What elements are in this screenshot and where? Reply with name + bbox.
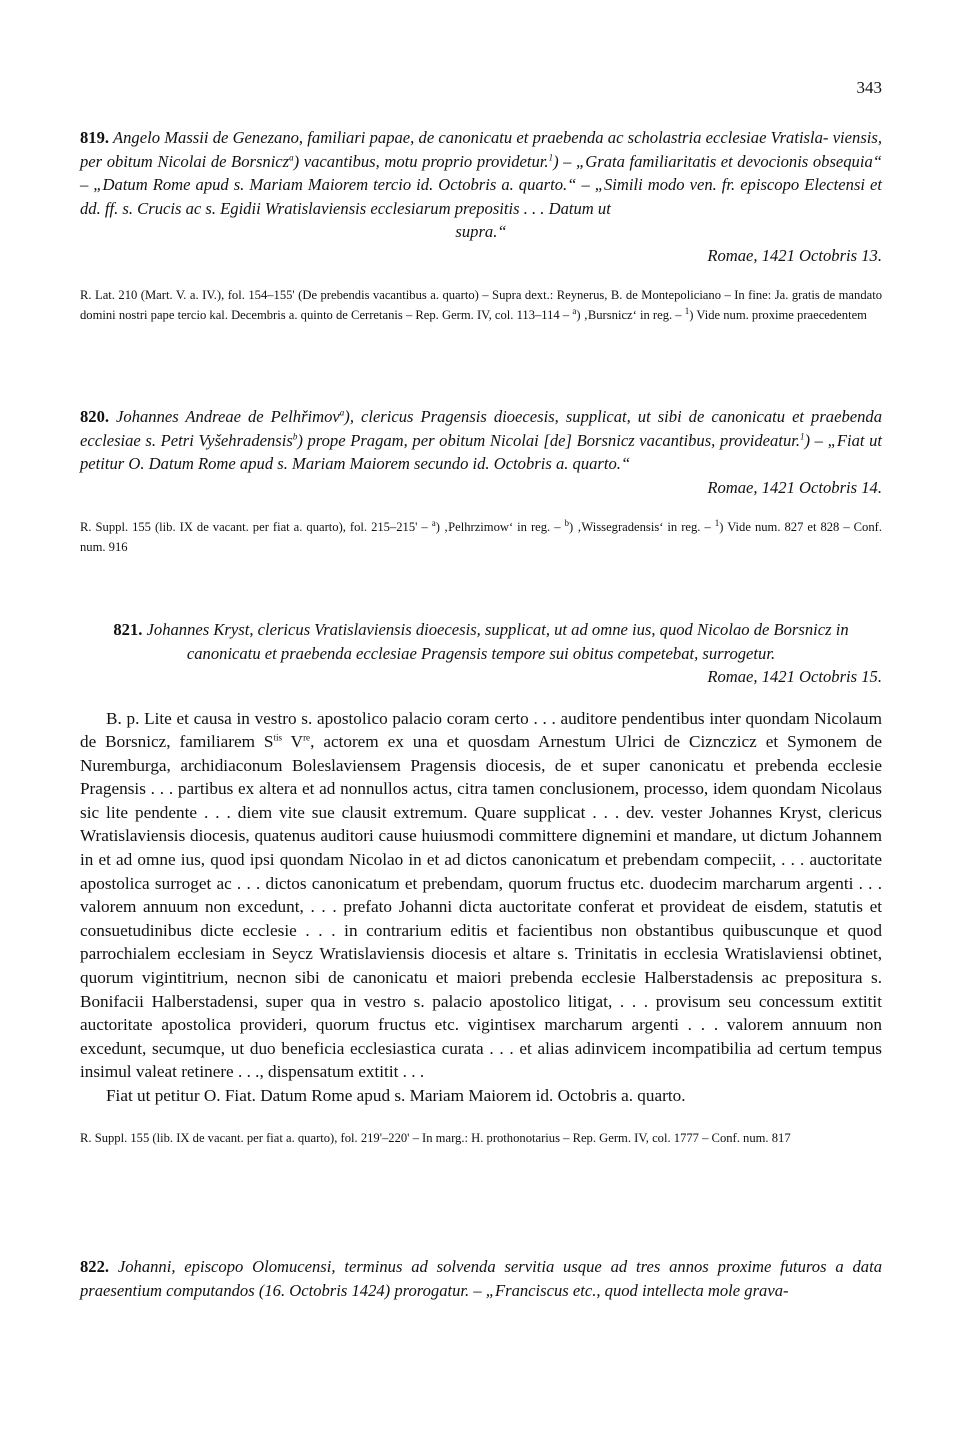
- entry-closing: Fiat ut petitur O. Fiat. Datum Rome apud s. Mariam Maiorem id. Octobris a. quarto.: [106, 1086, 686, 1105]
- entry-note: R. Lat. 210 (Mart. V. a. IV.), fol. 154–155' (De prebendis vacantibus a. quarto) – Supra dext.: Reynerus, B. de Montepoliciano – In fine: Ja. gratis de mandato domini nostri pape tercio kal. Decembris a. quinto de Cerretanis – Rep. Germ. IV, col. 113–114 – $^a$) ‚Bursnicz‘ in reg. – $^1$) Vide num. proxime praecedentem: [80, 288, 882, 322]
- footnote-marker: 1: [548, 151, 554, 162]
- entry-821: [80, 618, 882, 1148]
- footnote-marker: a: [289, 151, 294, 162]
- entry-heading: 821. Johannes Kryst, clericus Vratislaviensis dioecesis, supplicat, ut ad omne ius, quod Nicolao de Borsnicz in canonicatu et praebenda ecclesiae Pragensis tempore sui obitus competebat, surrogetur.: [113, 620, 849, 663]
- entry-note: R. Suppl. 155 (lib. IX de vacant. per fiat a. quarto), fol. 215–215' – $^a$) ‚Pelhrzimow‘ in reg. – $^b$) ‚Wissegradensis‘ in reg. – $^1$) Vide num. 827 et 828 – Conf. num. 916: [80, 517, 882, 554]
- entry-date: Romae, 1421 Octobris 13.: [707, 245, 882, 265]
- entry-heading: 820. Johannes Andreae de Pelhřimov$^a$), clericus Pragensis dioecesis, supplicat, ut sibi de canonicatu et praebenda ecclesiae s. Petri Vyšehradensis$^b$) prope Pragam, per obitum Nicolai [de] Borsnicz vacantibus, provideatur.$^1$) – „Fiat ut petitur O. Datum Rome apud s. Mariam Maiorem secundo id. Octobris a. quarto.“: [80, 407, 883, 473]
- document-page: [80, 0, 882, 1447]
- entry-820: [80, 405, 882, 557]
- entry-822: [80, 1255, 882, 1302]
- entry-819: [80, 126, 882, 325]
- entry-number: 821.: [113, 620, 143, 639]
- entry-note: R. Suppl. 155 (lib. IX de vacant. per fiat a. quarto), fol. 219'–220' – In marg.: H. prothonotarius – Rep. Germ. IV, col. 1777 – Conf. num. 817: [80, 1130, 791, 1145]
- entry-number: 822.: [80, 1257, 110, 1276]
- entry-heading-end: supra.“: [455, 222, 507, 241]
- entry-number: 819.: [80, 128, 110, 147]
- page-number: 343: [856, 78, 882, 97]
- entry-heading: 819. Angelo Massii de Genezano, familiari papae, de canonicatu et praebenda ac scholastria ecclesiae Vratisla- viensis, per obitum Nicolai de Borsnicz$^a$) vacantibus, motu proprio providetur.$^1$) – „Grata familiaritatis et devocionis obsequia“ – „Datum Rome apud s. Mariam Maiorem tercio id. Octobris a. quarto.“ – „Simili modo ven. fr. episcopo Electensi et dd. ff. s. Crucis ac s. Egidii Wratislaviensis ecclesiarum prepositis . . . Datum ut: [80, 128, 882, 218]
- entry-date: Romae, 1421 Octobris 14.: [707, 477, 882, 497]
- entry-date: Romae, 1421 Octobris 15.: [707, 667, 882, 686]
- entry-number: 820.: [80, 407, 110, 426]
- entry-body: B. p. Lite et causa in vestro s. apostolico palacio coram certo . . . auditore pendentibus inter quondam Nicolaum de Borsnicz, familiarem $S^{tis}$ Vre, actorem ex una et quosdam Arnestum Ulrici de Ciznczicz et Symonem de Nuremburga, archidiaconum Boleslaviensem Pragensis diocesis, de et super canonicatu et prebenda ecclesie Pragensis . . . partibus ex altera et ad nonnullos actus, citra tamen conclusionem, processo, idem quondam Nicolaus sic lite pendente . . . diem vite sue clausit extremum. Quare supplicat . . . dev. vester Johannes Kryst, clericus Wratislaviensis diocesis, quatenus auditori cause huiusmodi committere dignemini et mandare, ut dictum Johannem in et ad omne ius, quod ipsi quondam Nicolao in et ad dictos canonicatum et prebendam compeciit, . . . auctoritate apostolica surroget ac . . . dictos canonicatum et prebendam, quorum fructus etc. duodecim marcharum argenti . . . valorem annuum non excedunt, . . . prefato Johanni dicta auctoritate conferat et provideat de eisdem, statutis et consuetudinibus dicte ecclesie . . . in contrarium editis et facientibus non obstantibus quibuscunque et quod parrochialem ecclesiam in Seycz Wratislaviensis diocesis et altare s. Trinitatis in ecclesia Wratislaviensi obtinet, quorum vigintitrium, necnon sibi de canonicatu et maiori prebenda ecclesie Halberstadensis ac prepositura s. Bonifacii Halberstadensi, super qua in vestro s. palacio apostolico litigat, . . . provisum seu concessum extitit auctoritate apostolica provideri, quorum fructus etc. vigintisex marcharum argenti . . . valorem annuum non excedunt, secumque, ut duo beneficia ecclesiastica curata . . . et alias adinvicem incompatibilia ad certum tempus insimul valeat retinere . . ., dispensatum extitit . . .: [80, 708, 882, 1082]
- entry-heading: 822. Johanni, episcopo Olomucensi, terminus ad solvenda servitia usque ad tres annos proxime futuros a data praesentium computandos (16. Octobris 1424) prorogatur. – „Franciscus etc., quod intellecta mole grava-: [80, 1257, 882, 1300]
